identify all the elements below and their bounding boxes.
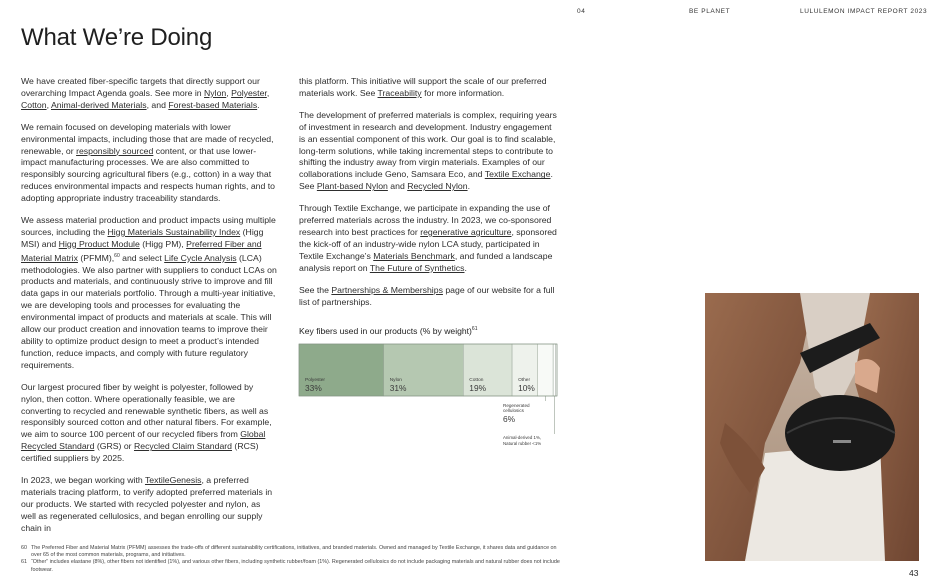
figure-title-footnote-ref: 61 <box>471 326 478 333</box>
key-fibers-stacked-bar-chart <box>298 343 558 453</box>
text-run: Through Textile Exchange, we participate in expanding the use of preferred materials across the industry. In 2023, we co-sponsored research into best practices for <box>299 203 552 237</box>
text-run: and <box>387 181 408 192</box>
bar-segment-4 <box>538 344 553 396</box>
text-run: . <box>464 262 467 273</box>
segment-category-label: Cotton <box>469 378 484 383</box>
text-run: this platform. This initiative will support the scale of our preferred materials work. See <box>299 76 547 98</box>
page-title: What We’re Doing <box>21 24 213 51</box>
paragraph <box>21 215 277 372</box>
text-run: , <box>46 99 51 110</box>
bar-segment-5 <box>553 344 556 396</box>
text-run: (Higg MSI) and <box>21 226 264 249</box>
inline-link[interactable]: Higg Materials Sustainability Index <box>107 226 241 237</box>
text-run: (GRS) or <box>94 441 134 452</box>
segment-category-label: Polyester <box>305 378 325 383</box>
inline-link[interactable]: Animal-derived Materials <box>50 99 147 110</box>
segment-value-label: 10% <box>518 383 535 393</box>
inline-link[interactable]: TextileGenesis <box>144 475 202 486</box>
text-run: , and <box>146 99 169 110</box>
segment-value-label: 19% <box>469 383 487 393</box>
text-run: page of our website for a full list of partnerships. <box>299 284 555 307</box>
paragraph <box>299 203 557 274</box>
inline-link[interactable]: Nylon <box>204 87 227 98</box>
segment-value-label: 31% <box>389 383 407 393</box>
paragraph <box>299 110 557 193</box>
footnote-number: 60 <box>21 545 27 551</box>
inline-link[interactable]: Life Cycle Analysis <box>164 252 237 263</box>
text-run: (Higg PM), <box>139 238 187 249</box>
text-run: , and funded a landscape analysis report on <box>299 250 553 273</box>
segment-category-label: Nylon <box>389 378 402 383</box>
header-section-title: BE PLANET <box>689 8 731 15</box>
text-run: . <box>467 181 470 192</box>
text-run: , <box>226 87 232 98</box>
footnote <box>21 559 561 573</box>
inline-link[interactable]: Polyester <box>231 87 267 98</box>
footnote-ref: 60 <box>114 252 120 259</box>
paragraph <box>21 122 277 205</box>
inline-link[interactable]: Plant-based Nylon <box>316 181 388 192</box>
text-run: , sponsored the kick-off of an industry-wide nylon LCA study, participated in Textile Exchange’s <box>299 226 557 261</box>
text-run: content, or that use lower-impact manufacturing processes. We are also committed to responsibly sourcing agricultural fibers (e.g., cotton) in a way that reduces environmental impacts and respects human rights, and to adopting appropriate industry traceability standards. <box>21 145 276 204</box>
paragraph <box>21 382 277 465</box>
text-run: We assess material production and product impacts using multiple sources, including the <box>21 215 276 237</box>
paragraph <box>21 76 277 112</box>
inline-link[interactable]: The Future of Synthetics <box>369 262 465 273</box>
text-run: , <box>266 87 270 98</box>
text-run: (LCA) methodologies. We also partner with suppliers to conduct LCAs on products and materials, and continuously strive to improve and fill data gaps in our materials portfolio. Through a multi-year initiative, we are developing tools and processes for evaluating the environmental impact of products and materials at scale. This will allow our product creation and innovation teams to improve their ability to optimize product design to meet a product’s intended function, reduce impacts, and comply with future regulatory requirements. <box>21 252 277 370</box>
paragraph <box>299 76 557 100</box>
paragraph <box>21 475 277 535</box>
footnote-number: 61 <box>21 559 27 566</box>
right-text-column <box>299 76 557 318</box>
callout-category-label: Regenerated <box>503 403 530 408</box>
footnotes <box>21 545 561 574</box>
inline-link[interactable]: Textile Exchange <box>484 169 551 180</box>
inline-link[interactable]: Preferred Fiber and Material Matrix <box>21 238 262 263</box>
inline-link[interactable]: Global Recycled Standard <box>21 429 266 452</box>
header-report-title: LULULEMON IMPACT REPORT 2023 <box>800 8 928 15</box>
callout-value-label: 6% <box>503 414 516 424</box>
inline-link[interactable]: Recycled Claim Standard <box>133 441 233 452</box>
text-run: The development of preferred materials is complex, requiring years of investment in research and development. Industry engagement is an essential component of this work. Our goal is to find scalable, long-term solutions, while taking incremental steps to contribute to shifting the industry away from virgin materials. Examples of our collaborations include Geno, Samsara Eco, and <box>299 109 557 180</box>
footnote <box>21 545 561 559</box>
text-run: . <box>257 99 260 110</box>
page-number: 43 <box>909 568 919 578</box>
inline-link[interactable]: Higg Product Module <box>58 238 140 249</box>
text-run: (RCS) certified suppliers by 2025. <box>21 441 259 464</box>
segment-value-label: 33% <box>305 383 322 393</box>
callout-category-label: cellulosics <box>503 408 524 413</box>
inline-link[interactable]: regenerative agriculture <box>420 226 512 237</box>
text-run: . See <box>299 169 553 192</box>
inline-link[interactable]: Recycled Nylon <box>407 181 468 192</box>
segment-category-label: Other <box>518 378 531 383</box>
inline-link[interactable]: Cotton <box>21 99 47 110</box>
callout-label-natural-rubber: Natural rubber <1% <box>503 441 542 446</box>
figure-title-text: Key fibers used in our products (% by weight) <box>299 326 472 336</box>
text-run: and select <box>119 252 165 263</box>
text-run: We remain focused on developing materials with lower environmental impacts, including those that are made of recycled, renewable, or <box>21 121 274 156</box>
footnote-text: The Preferred Fiber and Material Matrix (PFMM) assesses the trade-offs of different sustainability certifications, initiatives, and branded materials. Owned and managed by Textile Exchange, it shares data and guidance on over 65 of the most common materials, programs, and initiatives. <box>31 545 557 559</box>
lifestyle-photo-crossbody-bag <box>705 293 919 561</box>
inline-link[interactable]: Traceability <box>377 87 422 98</box>
footnote-text: “Other” includes elastane (8%), other fibers not identified (1%), and various other fibers, including synthetic rubber/foam (1%). Regenerated cellulosics do not include packaging materials and natural rubber does not include footwear. <box>31 559 560 573</box>
inline-link[interactable]: Partnerships & Memberships <box>331 284 443 295</box>
inline-link[interactable]: Forest-based Materials <box>168 99 258 110</box>
text-run: Our largest procured fiber by weight is polyester, followed by nylon, then cotton. Where operationally feasible, we are converting to recycled and renewable synthetic fibers, as well as responsibly sourced cotton and other natural fibers. For example, we aim to source 100 percent of our recycled fibers from <box>21 381 272 440</box>
inline-link[interactable]: Materials Benchmark <box>373 250 455 261</box>
inline-link[interactable]: responsibly sourced <box>76 145 154 156</box>
text-run: for more information. <box>421 87 505 98</box>
text-run: , a preferred materials tracing platform, to verify adopted preferred materials in our products. We started with recycled polyester and nylon, as well as regenerated cellulosics, and began enrolling our supply chain in <box>21 475 273 533</box>
text-run: We have created fiber-specific targets that directly support our overarching Impact Agenda goals. See more in <box>21 76 260 98</box>
figure-title <box>299 326 477 336</box>
header-section-number: 04 <box>577 8 586 15</box>
text-run: In 2023, we began working with <box>21 475 145 486</box>
text-run: See the <box>299 284 332 295</box>
paragraph <box>299 285 557 309</box>
callout-label-animal-derived: Animal-derived 1%, <box>503 435 542 440</box>
text-run: (PFMM), <box>77 252 115 263</box>
left-text-column <box>21 76 277 545</box>
